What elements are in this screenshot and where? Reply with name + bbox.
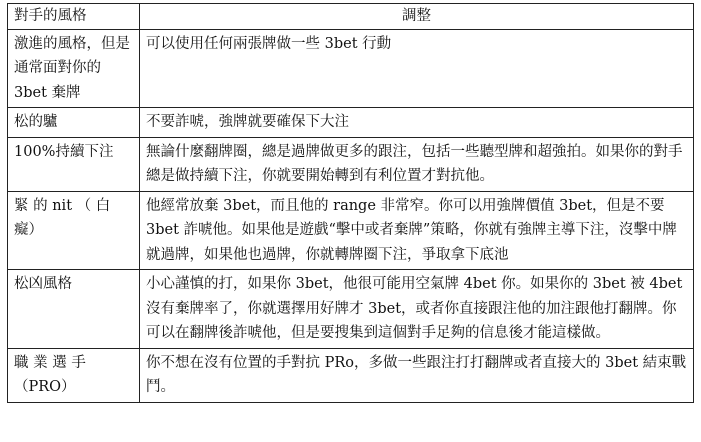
- opponent-style-cell: 激進的風格，但是通常面對你的 3bet 棄牌: [8, 29, 140, 108]
- opponent-style-cell: 職 業 選 手 （PRO）: [8, 348, 140, 402]
- adjustment-cell: 他經常放棄 3bet，而且他的 range 非常窄。你可以用強牌價值 3bet，但是不要 3bet 詐唬他。如果他是遊戲“擊中或者棄牌”策略，你就有強牌主導下注，沒擊中牌就過牌，如果他也過牌，你就轉牌圈下注，爭取拿下底池: [140, 191, 694, 270]
- header-row: [8, 4, 694, 30]
- opponent-style-table: [7, 3, 694, 403]
- table-body: [8, 29, 694, 402]
- adjustment-cell: 可以使用任何兩張牌做一些 3bet 行動: [140, 29, 694, 108]
- adjustment-cell: 無論什麼翻牌圈，總是過牌做更多的跟注，包括一些聽型牌和超強拍。如果你的對手總是做持續下注，你就要開始轉到有利位置才對抗他。: [140, 137, 694, 191]
- table-row: [8, 191, 694, 270]
- table-row: [8, 108, 694, 138]
- table-header: [8, 4, 694, 30]
- adjustment-cell: 小心謹慎的打，如果你 3bet，他很可能用空氣牌 4bet 你。如果你的 3bet 被 4bet 沒有棄牌率了，你就選擇用好牌才 3bet，或者你直接跟注他的加注跟他打翻牌。你可以在翻牌後詐唬他，但是要搜集到這個對手足夠的信息後才能這樣做。: [140, 270, 694, 349]
- table-row: [8, 137, 694, 191]
- adjustment-cell: 你不想在沒有位置的手對抗 PRo，多做一些跟注打打翻牌或者直接大的 3bet 結束戰鬥。: [140, 348, 694, 402]
- table-row: [8, 348, 694, 402]
- header-adjustment: 調整: [140, 4, 694, 30]
- opponent-style-cell: 100%持續下注: [8, 137, 140, 191]
- adjustment-cell: 不要詐唬，強牌就要確保下大注: [140, 108, 694, 138]
- opponent-style-cell: 松的驢: [8, 108, 140, 138]
- opponent-style-cell: 松凶風格: [8, 270, 140, 349]
- table-row: [8, 270, 694, 349]
- table-row: [8, 29, 694, 108]
- header-opponent-style: 對手的風格: [8, 4, 140, 30]
- opponent-style-cell: 緊 的 nit （ 白 癡）: [8, 191, 140, 270]
